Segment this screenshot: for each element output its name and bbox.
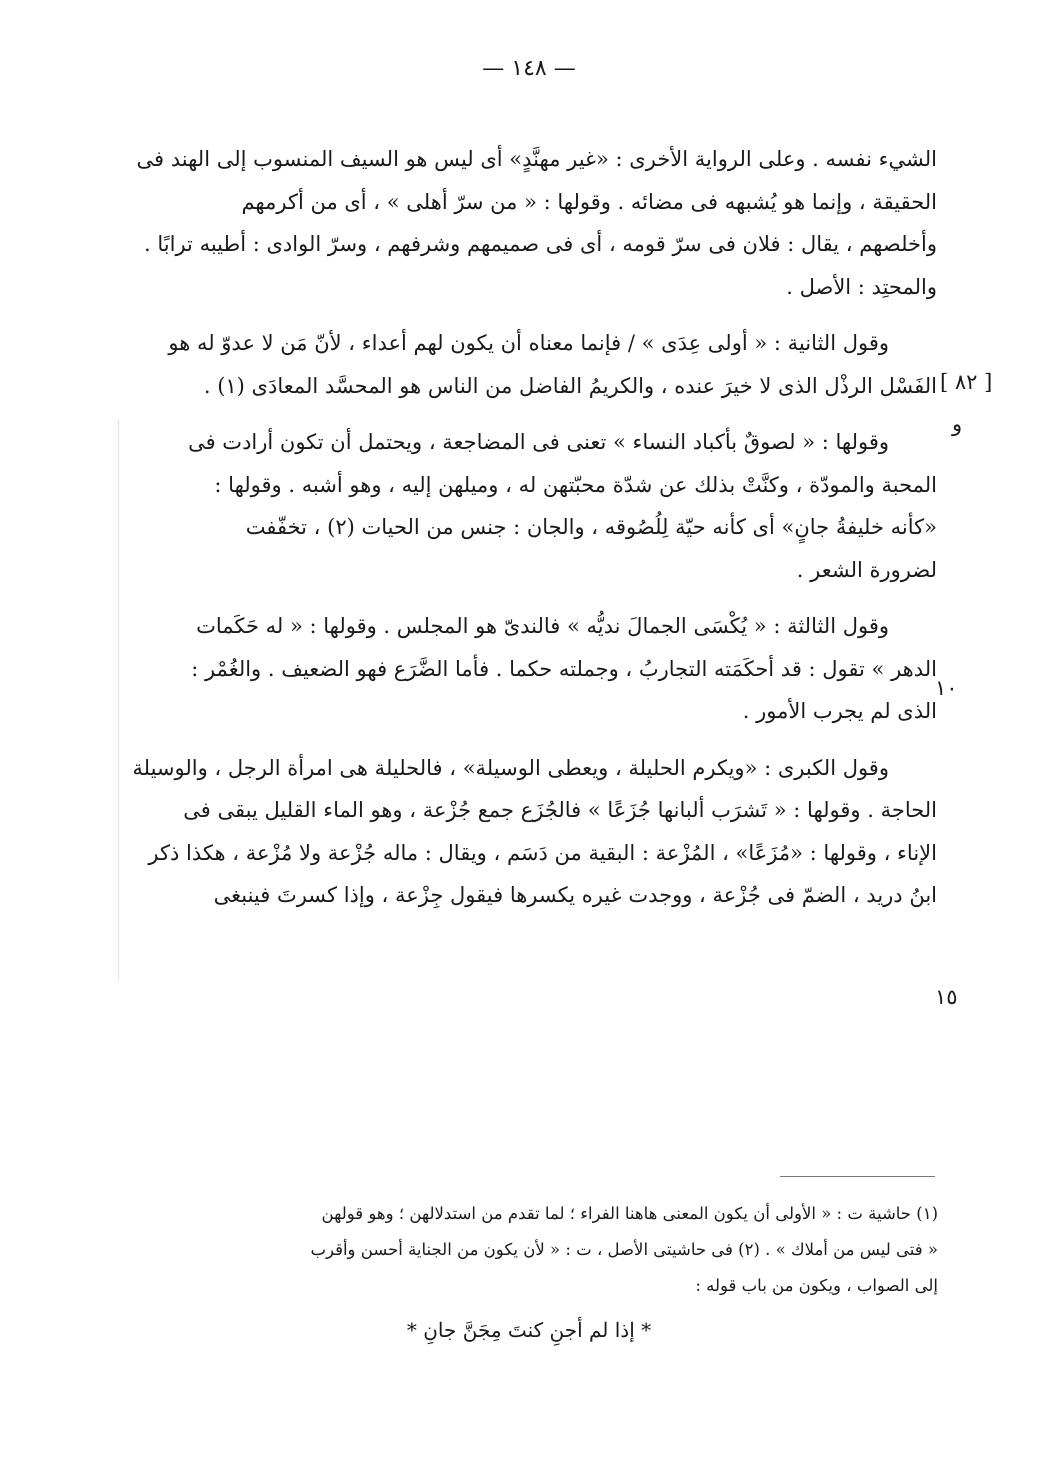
text-line: وقول الثالثة : « يُكْسَى الجمالَ نديُّه » فالندىّ هو المجلس . وقولها : « له حَكَمات — [196, 614, 889, 638]
text-line: وقولها : « لصوقٌ بأكباد النساء » تعنى فى المضاجعة ، ويحتمل أن تكون أرادت فى — [188, 430, 889, 454]
margin-reference: [ ٨٢ ] — [940, 370, 993, 394]
line-number-10: ١٠ — [935, 676, 958, 700]
paragraph-3 — [122, 421, 937, 591]
text-line: الحقيقة ، وإنما هو يُشبهه فى مضائه . وقولها : « من سرّ أهلى » ، أى من أكرمهم — [241, 189, 937, 214]
text-line: الدهر » تقول : قد أحكَمَته التجاربُ ، وجملته حكما . فأما الضَّرَع فهو الضعيف . والغُمْر : — [191, 656, 937, 681]
paragraph-1 — [122, 138, 937, 308]
footnote-separator — [780, 1176, 935, 1177]
paragraph-2 — [122, 322, 937, 407]
text-line: لضرورة الشعر . — [796, 557, 937, 582]
text-line: الإناء ، وقولها : «مُزَعًا» ، المُزْعة : البقية من دَسَم ، ويقال : ماله جُزْعة ولا مُزْعة ، هكذا ذكر — [148, 840, 937, 865]
footnotes — [120, 1196, 938, 1348]
footnote-verse: * إذا لم أجنِ كنتَ مِجَنَّ جانِ * — [406, 1318, 652, 1342]
footnote-line: إلى الصواب ، ويكون من باب قوله : — [695, 1276, 938, 1295]
text-line: الحاجة . وقولها : « تَشرَب ألبانها جُزَعًا » فالجُزَع جمع جُزْعة ، وهو الماء القليل يبقى فى — [183, 798, 937, 822]
text-line: الفَسْل الرذْل الذى لا خيرَ عنده ، والكريمُ الفاضل من الناس هو المحسَّد المعادَى (١) . — [203, 373, 937, 398]
text-line: وقول الكبرى : «ويكرم الحليلة ، ويعطى الوسيلة» ، فالحليلة هى امرأة الرجل ، والوسيلة — [132, 755, 889, 780]
page-number: — ١٤٨ — — [482, 56, 576, 81]
text-line: وقول الثانية : « أولى عِدَى » / فإنما معناه أن يكون لهم أعداء ، لأنّ مَن لا عدوّ له هو — [168, 331, 889, 355]
text-line: وأخلصهم ، يقال : فلان فى سرّ قومه ، أى فى صميمهم وشرفهم ، وسرّ الوادى : أطيبه ترابًا . — [144, 232, 937, 256]
margin-waw: و — [952, 412, 963, 436]
main-text — [122, 138, 937, 917]
paragraph-5 — [122, 747, 937, 917]
scan-edge-marks — [118, 420, 119, 980]
text-line: المحبة والمودّة ، وكنَّتْ بذلك عن شدّة محبّتهن له ، وميلهن إليه ، وهو أشبه . وقولها : — [214, 472, 937, 497]
text-line: ابنُ دريد ، الضمّ فى جُزْعة ، ووجدت غيره يكسرها فيقول جِزْعة ، وإذا كسرتَ فينبغى — [213, 883, 937, 907]
footnote-line: (١) حاشية ت : « الأولى أن يكون المعنى هاهنا الفراء ؛ لما تقدم من استدلالهن ؛ وهو قولهن — [321, 1204, 938, 1223]
footnote-line: « فتى ليس من أملاك » . (٢) فى حاشيتى الأصل ، ت : « لأن يكون من الجناية أحسن وأقرب — [310, 1240, 938, 1259]
text-line: الشيء نفسه . وعلى الرواية الأخرى : «غير مهنَّدٍ» أى ليس هو السيف المنسوب إلى الهند فى — [136, 147, 937, 171]
text-line: «كأنه خليفةُ جانٍ» أى كأنه حيّة لِلُصُوقه ، والجان : جنس من الحيات (٢) ، تخفّفت — [245, 515, 937, 539]
line-number-15: ١٥ — [935, 985, 958, 1009]
text-line: والمحتِد : الأصل . — [786, 274, 937, 299]
text-line: الذى لم يجرب الأمور . — [742, 699, 937, 723]
paragraph-4 — [122, 605, 937, 733]
